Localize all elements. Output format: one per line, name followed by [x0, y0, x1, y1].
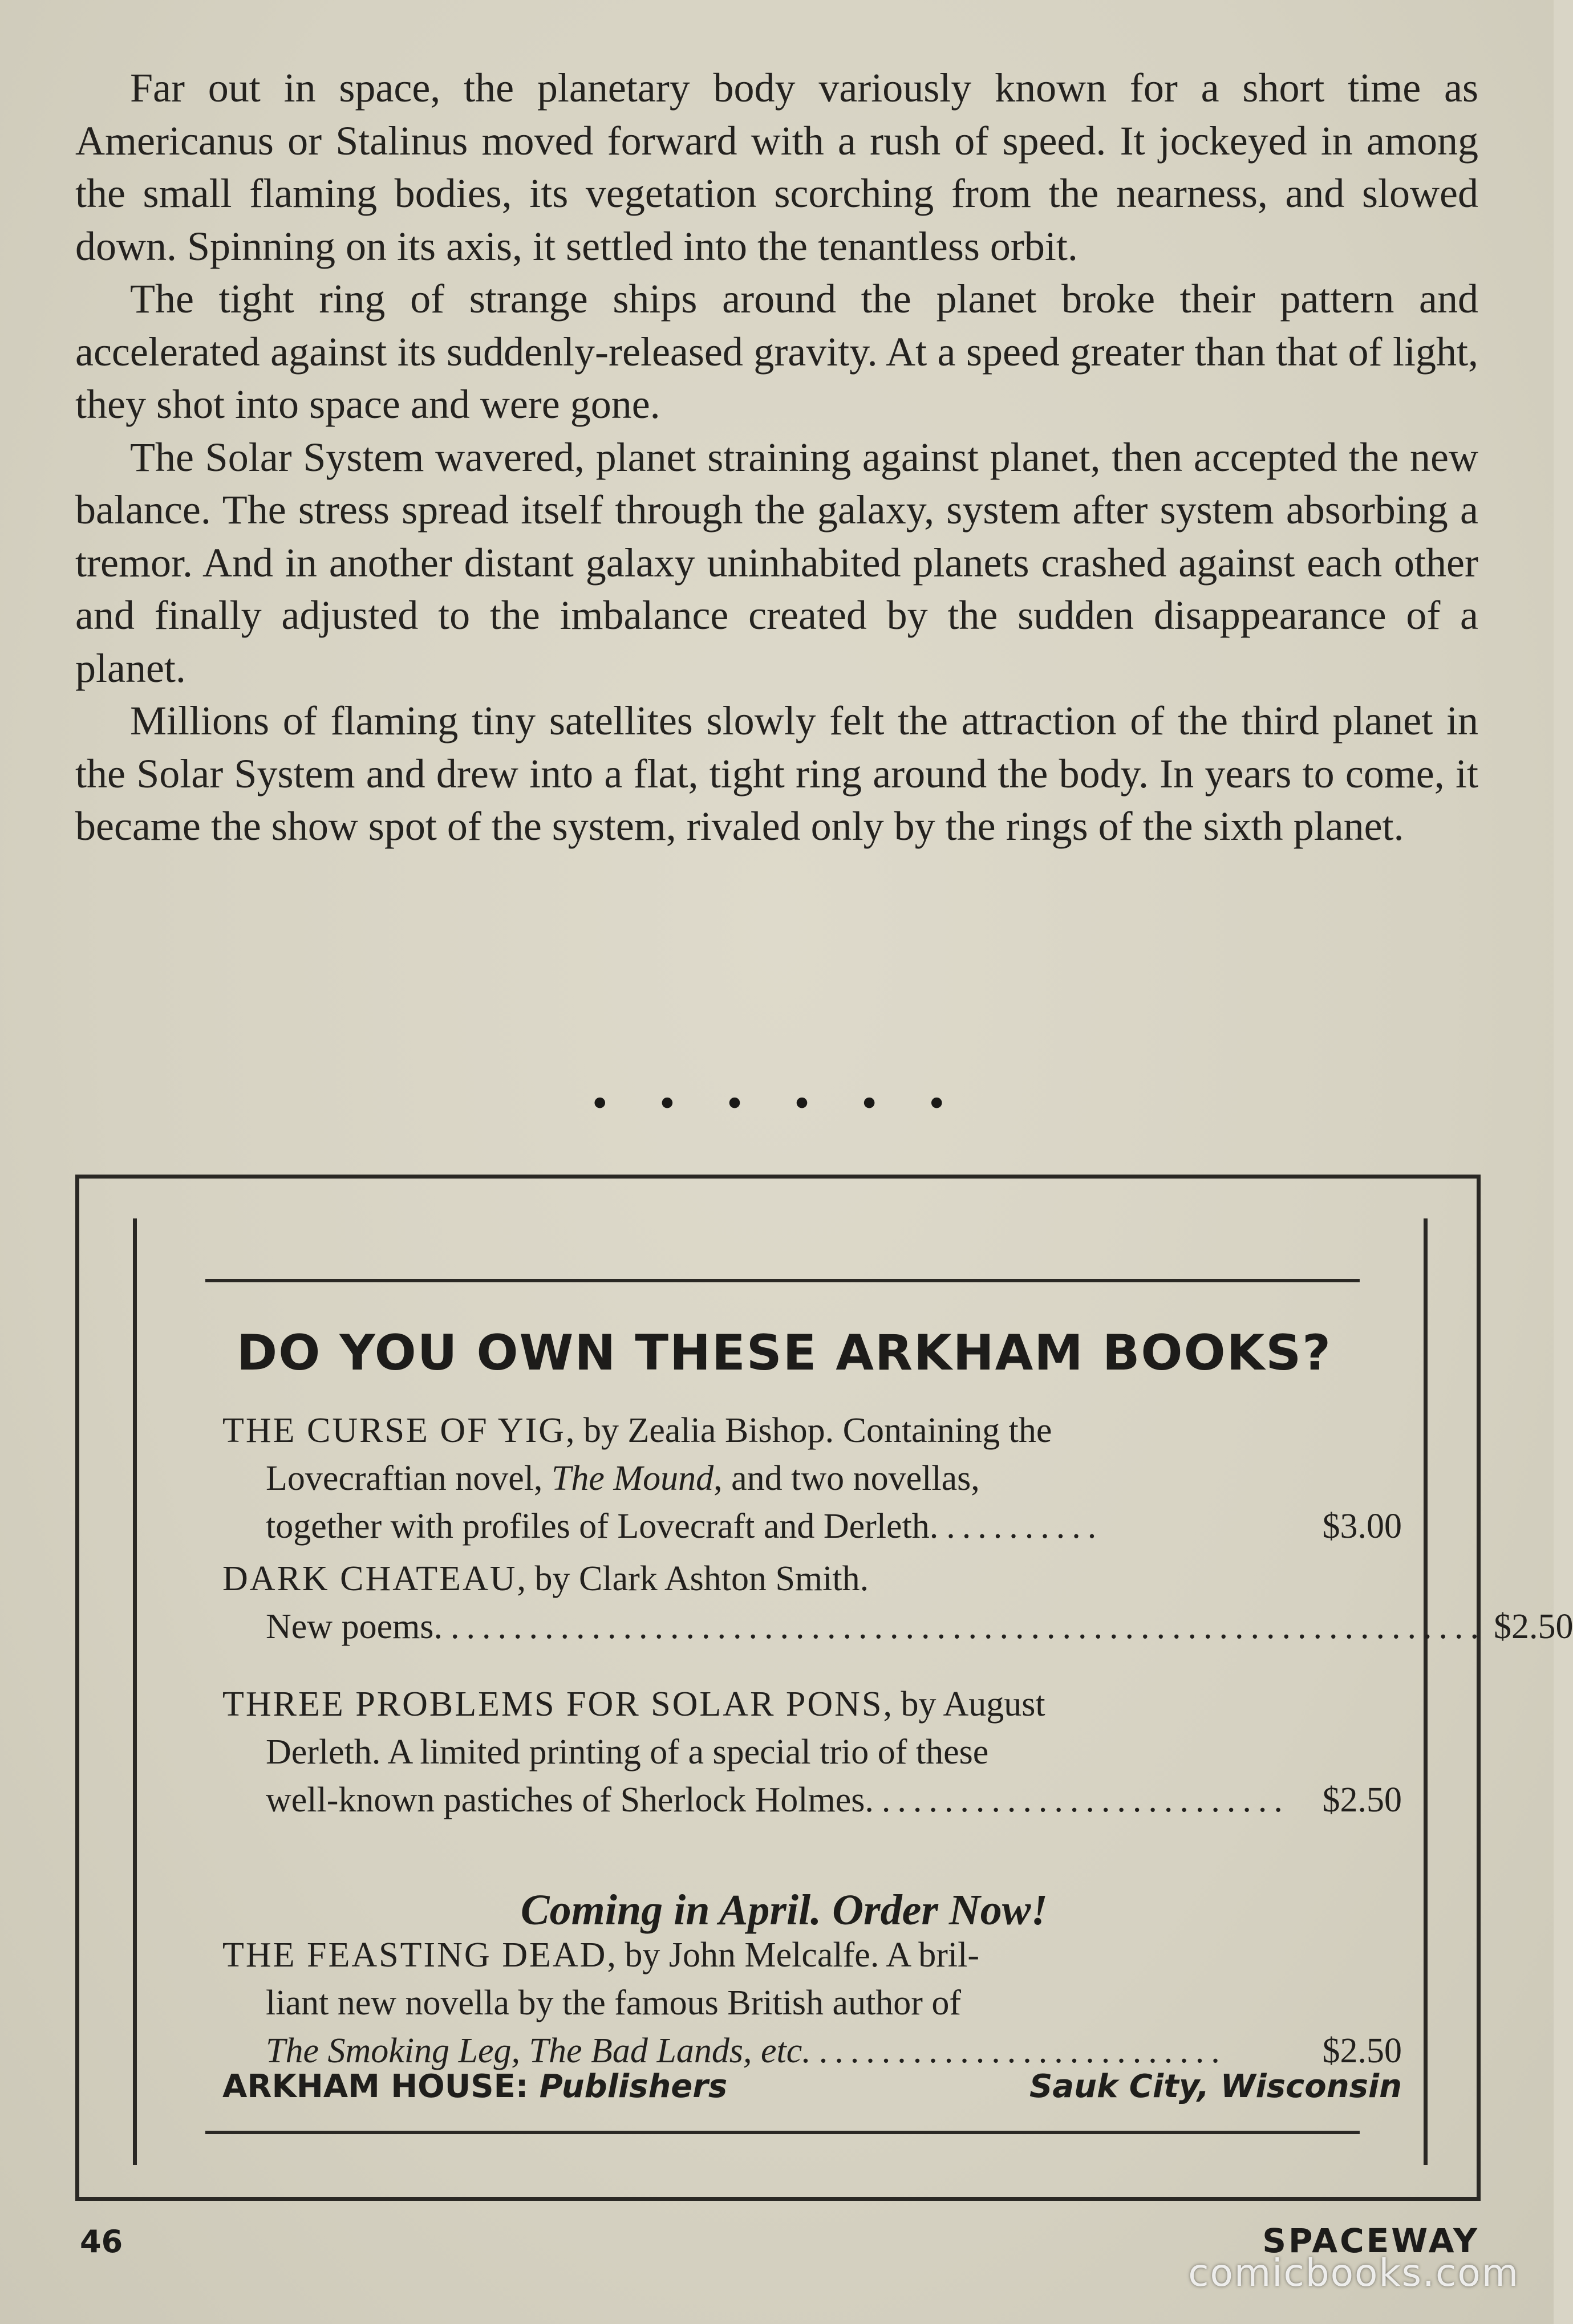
watermark: comicbooks.com [1188, 2251, 1519, 2295]
book-byline: , by John Melcalfe. A bril- [607, 1936, 979, 1974]
book-byline: , by Zealia Bishop. Containing the [566, 1411, 1052, 1450]
story-paragraph-4: Millions of flaming tiny satellites slowly felt the attraction of the third planet in the Solar System and drew into a flat, tight ring around the body. In years to come, it became the show spot of the system, rivaled only by the rings of the sixth planet. [75, 698, 1478, 849]
dot-leader: .......... [946, 1507, 1104, 1546]
story-paragraph-3: The Solar System wavered, planet straining against planet, then accepted the new balance. The stress spread itself through the galaxy, system after system absorbing a tremor. And in another distant galaxy uninhabited planets crashed against each other and finally adjusted to the imbalance created by the sudden disappearance of a planet. [75, 434, 1478, 691]
publisher-location: Sauk City, Wisconsin [1029, 2068, 1402, 2105]
book-title: THE CURSE OF YIG [222, 1411, 566, 1450]
publisher-line [222, 2068, 1402, 2105]
story-paragraph-2: The tight ring of strange ships around the planet broke their pattern and accelerated against its suddenly-released gravity. At a speed greater than that of light, they shot into space and were gone. [75, 276, 1478, 427]
book-title: DARK CHATEAU [222, 1559, 517, 1598]
top-rule [205, 1279, 1360, 1282]
book-price: $2.50 [1322, 2032, 1402, 2070]
dot-leader: .................................................................. [450, 1607, 1486, 1646]
book-byline: , by Clark Ashton Smith. [517, 1559, 869, 1598]
book-price: $3.00 [1322, 1507, 1402, 1546]
coming-soon-heading: Coming in April. Order Now! [520, 1886, 1048, 1934]
book-price: $2.50 [1322, 1781, 1402, 1819]
book-title: THREE PROBLEMS FOR SOLAR PONS [222, 1685, 883, 1724]
book-price: $2.50 [1493, 1607, 1573, 1646]
book-byline: , by August [883, 1685, 1045, 1724]
bottom-rule [205, 2131, 1360, 2134]
dot-leader: .......................... [881, 1781, 1290, 1819]
book-listing-feasting-dead: THE FEASTING DEAD, by John Melcalfe. A bril- liant new novella by the famous British author of The Smoking Leg, The Bad Lands, etc. .......................... $2.50 [222, 1931, 1402, 2075]
book-listing-dark-chateau: DARK CHATEAU, by Clark Ashton Smith. New poems. .................................................................. $2.50 [222, 1555, 1402, 1651]
ad-headline: DO YOU OWN THESE ARKHAM BOOKS? [236, 1324, 1332, 1382]
story-text [75, 62, 1478, 853]
novel-title: The Mound [551, 1459, 714, 1498]
book-title: THE FEASTING DEAD [222, 1936, 607, 1974]
page-number: 46 [80, 2224, 123, 2260]
book-listing-solar-pons: THREE PROBLEMS FOR SOLAR PONS, by August Derleth. A limited printing of a special trio of these well-known pastiches of Sherlock Holmes. .......................... $2.50 [222, 1680, 1402, 1824]
magazine-title: SPACEWAY [1262, 2221, 1479, 2260]
publisher-name: ARKHAM HOUSE: [222, 2068, 529, 2105]
section-separator: • • • • • • [589, 1083, 965, 1126]
book-listing-curse-of-yig: THE CURSE OF YIG, by Zealia Bishop. Containing the Lovecraftian novel, The Mound, and two novellas, together with profiles of Lovecraft and Derleth. .......... $3.00 [222, 1407, 1402, 1550]
story-paragraph-1: Far out in space, the planetary body variously known for a short time as Americanus or Stalinus moved forward with a rush of speed. It jockeyed in among the small flaming bodies, its vegetation scorching from the nearness, and slowed down. Spinning on its axis, it settled into the tenantless orbit. [75, 65, 1478, 269]
advertisement-box [75, 1175, 1573, 2201]
publisher-sub: Publishers [539, 2068, 728, 2105]
advertisement-inner-frame [133, 1218, 1573, 2165]
dot-leader: .......................... [818, 2032, 1227, 2070]
